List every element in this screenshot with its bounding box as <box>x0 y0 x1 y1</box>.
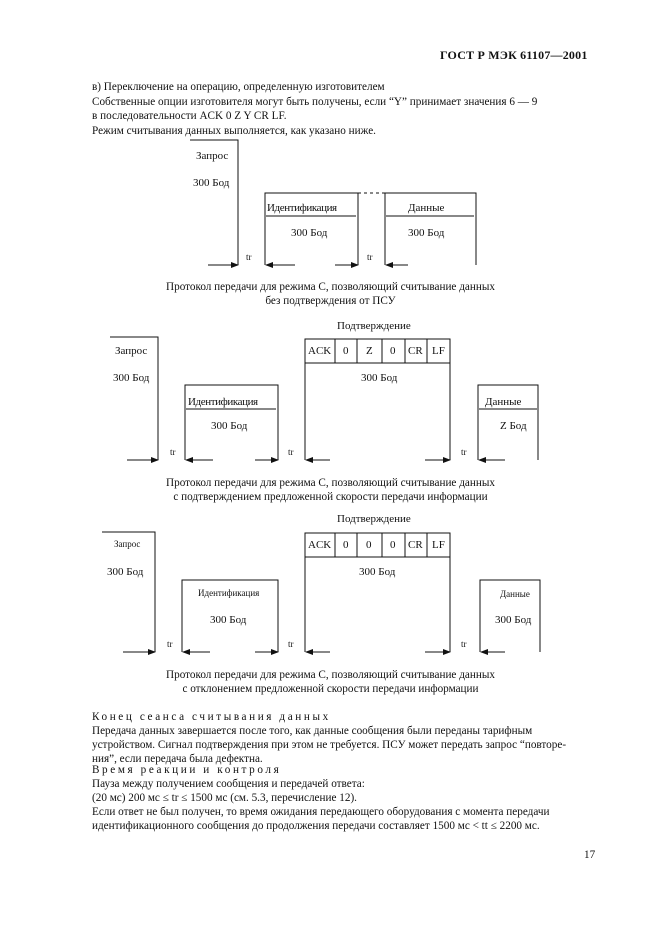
section-timing-p1: Пауза между получением сообщения и передачей ответа: <box>92 778 365 790</box>
d3-ident-label: Идентификация <box>198 588 260 598</box>
d3-data-label: Данные <box>500 589 530 599</box>
d3-cell-lf: LF <box>432 539 445 551</box>
d1-tr-2: tr <box>367 252 373 262</box>
d2-confirm-rate: 300 Бод <box>361 372 398 384</box>
d2-data-label: Данные <box>485 396 522 408</box>
intro-line-4: Режим считывания данных выполняется, как указано ниже. <box>92 125 376 137</box>
d3-tr-3: tr <box>461 639 467 649</box>
d2-cell-0a: 0 <box>343 345 349 357</box>
d1-data-label: Данные <box>408 202 445 214</box>
page-number: 17 <box>584 849 596 861</box>
d3-cell-0c: 0 <box>390 539 396 551</box>
d3-confirm-rate: 300 Бод <box>359 566 396 578</box>
d2-cell-z: Z <box>366 345 373 357</box>
d1-tr-1: tr <box>246 252 252 262</box>
d1-request-rate: 300 Бод <box>193 177 230 189</box>
d2-confirm-title: Подтверждение <box>337 320 411 332</box>
intro-line-2: Собственные опции изготовителя могут быть получены, если “Y” принимает значения 6 — 9 <box>92 96 538 108</box>
d2-data-rate: Z Бод <box>500 420 527 432</box>
section-timing-title: Время реакции и контроля <box>92 764 282 776</box>
d3-caption-1: Протокол передачи для режима С, позволяющий считывание данных <box>166 669 495 681</box>
d3-confirm-title: Подтверждение <box>337 513 411 525</box>
d2-ident-label: Идентификация <box>188 396 258 408</box>
section-timing-p3: Если ответ не был получен, то время ожидания передающего оборудования с момента передачи <box>92 806 550 818</box>
d2-cell-ack: ACK <box>308 345 332 357</box>
section-end-p3: ния”, если передача была дефектна. <box>92 753 263 765</box>
d2-request-label: Запрос <box>115 345 148 357</box>
d1-ident-label: Идентификация <box>267 202 337 214</box>
d3-data-rate: 300 Бод <box>495 614 532 626</box>
d3-cell-0a: 0 <box>343 539 349 551</box>
d2-ident-rate: 300 Бод <box>211 420 248 432</box>
d3-request-label: Запрос <box>114 539 141 549</box>
d2-cell-cr: CR <box>408 345 423 357</box>
d3-cell-cr: CR <box>408 539 423 551</box>
section-timing-p2: (20 мс) 200 мс ≤ tr ≤ 1500 мс (см. 5.3, перечисление 12). <box>92 792 357 804</box>
d3-request-pulse <box>102 532 155 652</box>
intro-line-3: в последовательности ACK 0 Z Y CR LF. <box>92 110 287 122</box>
d1-caption-2: без подтверждения от ПСУ <box>265 295 396 307</box>
d3-request-rate: 300 Бод <box>107 566 144 578</box>
d3-cell-0b: 0 <box>366 539 372 551</box>
section-end-p2: устройством. Сигнал подтверждения при этом не требуется. ПСУ может передать запрос “повторе- <box>92 739 567 751</box>
d3-tr-2: tr <box>288 639 294 649</box>
d2-cell-0b: 0 <box>390 345 396 357</box>
d2-caption-2: с подтверждением предложенной скорости передачи информации <box>173 491 488 503</box>
d2-cell-lf: LF <box>432 345 445 357</box>
d1-request-label: Запрос <box>196 150 229 162</box>
standard-header: ГОСТ Р МЭК 61107—2001 <box>440 48 588 62</box>
d1-caption-1: Протокол передачи для режима С, позволяющий считывание данных <box>166 281 495 293</box>
d3-tr-1: tr <box>167 639 173 649</box>
intro-line-1: в) Переключение на операцию, определенную изготовителем <box>92 81 385 93</box>
d2-tr-1: tr <box>170 447 176 457</box>
d1-data-rate: 300 Бод <box>408 227 445 239</box>
d1-ident-rate: 300 Бод <box>291 227 328 239</box>
d2-request-rate: 300 Бод <box>113 372 150 384</box>
d3-ident-rate: 300 Бод <box>210 614 247 626</box>
section-end-title: Конец сеанса считывания данных <box>92 711 331 723</box>
d2-tr-3: tr <box>461 447 467 457</box>
d2-caption-1: Протокол передачи для режима С, позволяющий считывание данных <box>166 477 495 489</box>
section-end-p1: Передача данных завершается после того, как данные сообщения были переданы тарифным <box>92 725 533 737</box>
d3-caption-2: с отклонением предложенной скорости передачи информации <box>182 683 479 695</box>
d2-tr-2: tr <box>288 447 294 457</box>
d3-cell-ack: ACK <box>308 539 332 551</box>
section-timing-p4: идентификационного сообщения до продолжения передачи составляет 1500 мс < tt ≤ 2200 мс. <box>92 820 540 832</box>
